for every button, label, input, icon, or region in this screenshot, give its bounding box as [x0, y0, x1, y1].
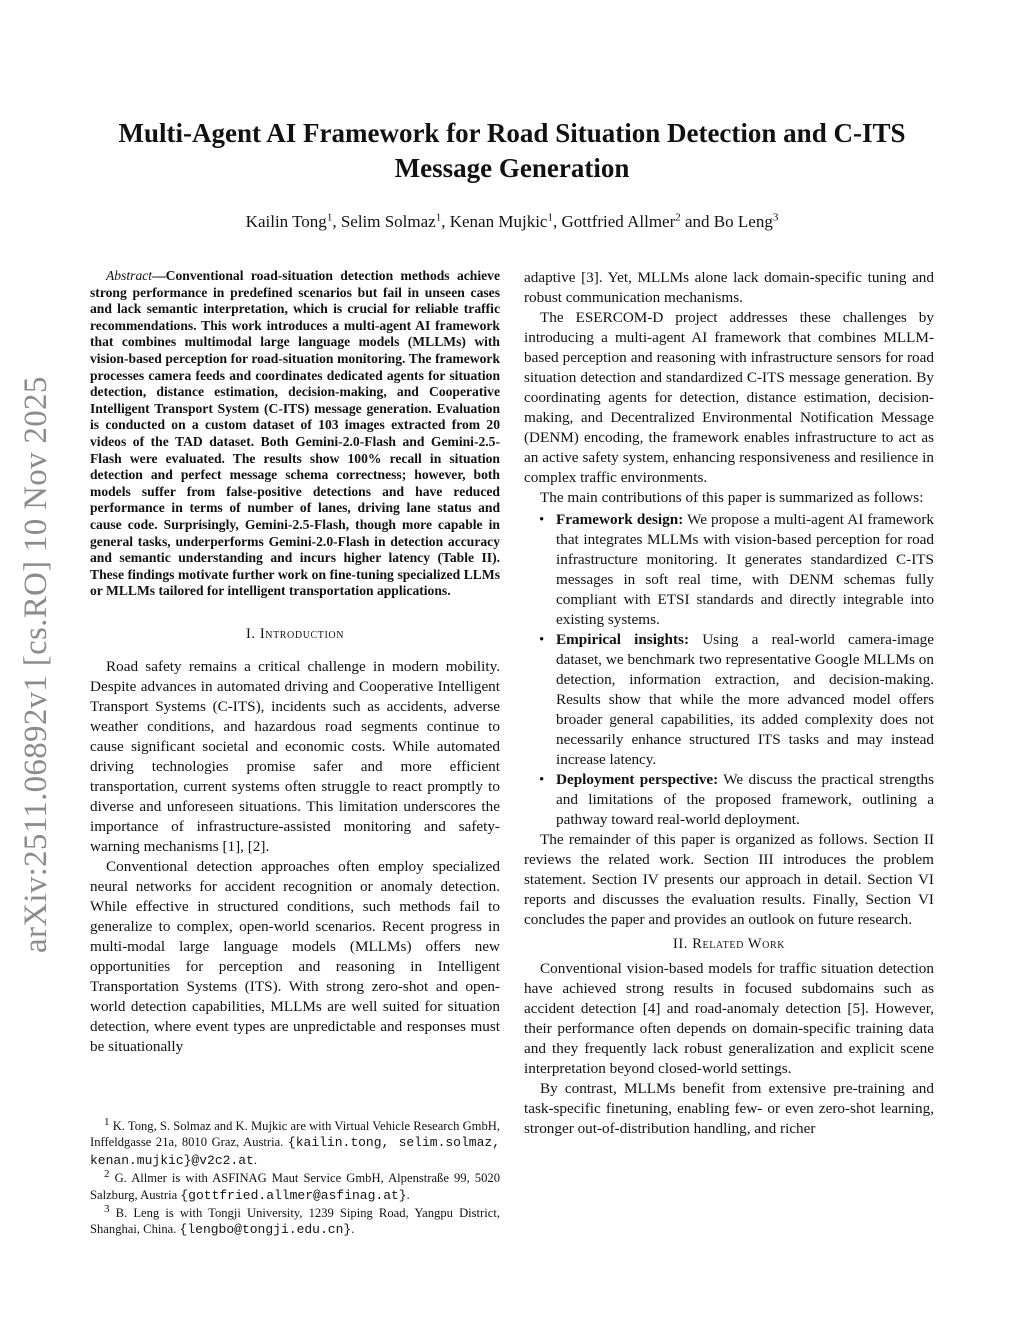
abstract-label: Abstract — [106, 268, 153, 283]
footnote-period: . — [253, 1152, 257, 1167]
intro-paragraph-continued: adaptive [3]. Yet, MLLMs alone lack domain-specific tuning and robust communication mechanisms. — [524, 269, 934, 306]
author-list — [90, 210, 934, 234]
footnote-email: {lengbo@tongji.edu.cn} — [179, 1222, 352, 1238]
author-affiliation-mark: 1 — [547, 211, 553, 224]
left-column — [90, 268, 500, 1057]
contribution-text: We discuss the practical strengths and limitations of the proposed framework, outlining a pathway toward real-world deployment. — [556, 771, 934, 828]
footnotes — [90, 1115, 500, 1240]
footnote-text: G. Allmer is with ASFINAG Maut Service GmbH, Alpenstraße 99, 5020 Salzburg, Austria — [90, 1171, 500, 1202]
intro-paragraph-5: The remainder of this paper is organized as follows. Section II reviews the related work. Section III introduces the problem statement. Section IV presents our approach in detail. Section VI reports and discusses the evaluation results. Finally, Section VI concludes the paper and provides an outlook on future research. — [524, 831, 934, 928]
right-column — [524, 268, 934, 1139]
section-heading-related-work: II. Related Work — [672, 936, 786, 952]
footnote-1 — [90, 1115, 500, 1169]
author-affiliation-mark: 1 — [326, 211, 333, 224]
bullet: • — [539, 632, 545, 648]
footnote-email: {kailin.tong, selim.solmaz, kenan.mujkic}@v2c2.at — [90, 1135, 500, 1168]
footnote-period: . — [406, 1187, 410, 1202]
footnote-mark: 3 — [104, 1202, 110, 1215]
title-line-1: Multi-Agent AI Framework for Road Situation Detection and C-ITS — [118, 118, 906, 148]
contribution-heading: Deployment perspective: — [556, 771, 719, 788]
list-item — [539, 770, 934, 830]
author-separator: , — [552, 212, 562, 231]
author-separator: and — [680, 212, 714, 231]
author-name: Selim Solmaz — [340, 212, 436, 231]
title-line-2: Message Generation — [394, 153, 630, 183]
bullet: • — [539, 772, 545, 788]
author-name: Bo Leng — [713, 212, 773, 231]
bullet: • — [539, 512, 545, 528]
footnote-mark: 2 — [104, 1168, 110, 1181]
footnote-period: . — [351, 1222, 355, 1237]
paper-title — [90, 116, 934, 186]
contribution-text: Using a real-world camera-image dataset, we benchmark two representative Google MLLMs on detection, information extraction, and decision-making. Results show that while the more advanced model offers broader general capabilities, its added complexity does not necessarily enhance structured ITS tasks and may instead increase latency. — [556, 631, 935, 768]
contribution-text: We propose a multi-agent AI framework that integrates MLLMs with vision-based perception for road infrastructure monitoring. It generates standardized C-ITS messages in soft real time, with DENM schemas fully compliant with ETSI standards and directly integrable into existing systems. — [556, 511, 935, 628]
abstract-dash: — — [152, 268, 166, 283]
intro-paragraph-3: The ESERCOM-D project addresses these challenges by introducing a multi-agent AI framework that combines MLLM-based perception and reasoning with infrastructure sensors for road situation detection and standardized C-ITS message generation. By coordinating agents for detection, distance estimation, decision-making, and Decentralized Environmental Notification Message (DENM) encoding, the framework enables infrastructure to act as an active safety system, enhancing responsiveness and resilience in complex traffic environments. — [524, 309, 934, 486]
contributions-list — [524, 510, 934, 830]
author-name: Kailin Tong — [245, 212, 327, 231]
author-separator: , — [441, 212, 450, 231]
contribution-heading: Framework design: — [556, 511, 684, 528]
footnote-text: B. Leng is with Tongji University, 1239 Siping Road, Yangpu District, Shanghai, China. — [90, 1206, 500, 1237]
arxiv-stamp: arXiv:2511.06892v1 [cs.RO] 10 Nov 2025 — [18, 376, 54, 953]
author-separator: , — [332, 212, 341, 231]
author-affiliation-mark: 2 — [675, 211, 681, 224]
author-affiliation-mark: 3 — [772, 211, 779, 224]
footnote-email: {gottfried.allmer@asfinag.at} — [180, 1187, 407, 1203]
author-name: Kenan Mujkic — [449, 212, 548, 231]
footnote-3 — [90, 1202, 500, 1239]
footnote-text: K. Tong, S. Solmaz and K. Mujkic are with Virtual Vehicle Research GmbH, Inffeldgasse 21a, 8010 Graz, Austria. — [90, 1119, 500, 1150]
intro-paragraph-4: The main contributions of this paper is summarized as follows: — [540, 489, 924, 506]
abstract-text: Conventional road-situation detection methods achieve strong performance in predefined scenarios but fail in unseen cases and lack semantic interpretation, which is crucial for reliable traffic recommendations. This work introduces a multi-agent AI framework that combines multimodal large language models (MLLMs) with vision-based perception for road-situation monitoring. The framework processes camera feeds and coordinates dedicated agents for situation detection, distance estimation, decision-making, and Cooperative Intelligent Transport System (C-ITS) message generation. Evaluation is conducted on a custom dataset of 103 images extracted from 20 videos of the TAD dataset. Both Gemini-2.0-Flash and Gemini-2.5-Flash were evaluated. The results show 100% recall in situation detection and perfect message schema correctness; however, both models suffer from false-positive detections and have reduced performance in terms of number of lanes, driving lane status and cause code. Surprisingly, Gemini-2.5-Flash, though more capable in general tasks, underperforms Gemini-2.0-Flash in detection accuracy and semantic understanding and incurs higher latency (Table II). These findings motivate further work on fine-tuning specialized LLMs or MLLMs tailored for intelligent transportation applications. — [90, 268, 500, 599]
footnote-mark: 1 — [104, 1115, 110, 1128]
footnote-2 — [90, 1170, 500, 1204]
list-item — [539, 510, 935, 630]
author-affiliation-mark: 1 — [435, 211, 442, 224]
related-paragraph-1: Conventional vision-based models for traffic situation detection have achieved strong results in focused subdomains such as accident detection [4] and road-anomaly detection [5]. However, their performance often depends on domain-specific training data and they frequently lack robust generalization and explicit scene interpretation beyond closed-world settings. — [524, 960, 934, 1077]
related-paragraph-2: By contrast, MLLMs benefit from extensive pre-training and task-specific finetuning, enabling few- or even zero-shot learning, stronger out-of-distribution handling, and richer — [524, 1080, 934, 1137]
contribution-heading: Empirical insights: — [556, 631, 690, 648]
abstract — [90, 268, 500, 600]
intro-paragraph-2: Conventional detection approaches often employ specialized neural networks for accident recognition or anomaly detection. While effective in structured conditions, such methods fail to generalize to complex, open-world scenarios. Recent progress in multi-modal large language models (MLLMs) offers new opportunities for perception and reasoning in Intelligent Transportation Systems (ITS). With strong zero-shot and open-world detection capabilities, MLLMs are well suited for situation detection, where event types are unpredictable and responses must be situationally — [90, 857, 500, 1055]
author-name: Gottfried Allmer — [561, 212, 676, 231]
list-item — [539, 630, 935, 770]
section-heading-introduction: I. Introduction — [245, 625, 345, 642]
intro-paragraph-1: Road safety remains a critical challenge in modern mobility. Despite advances in automated driving and Cooperative Intelligent Transport Systems (C-ITS), incidents such as accidents, adverse weather conditions, and hazardous road segments continue to cause significant societal and economic costs. While automated driving technologies promise safer and more efficient transportation, current systems often struggle to react promptly to diverse and unforeseen situations. This limitation underscores the importance of infrastructure-assisted monitoring and safety-warning mechanisms [1], [2]. — [90, 657, 500, 855]
